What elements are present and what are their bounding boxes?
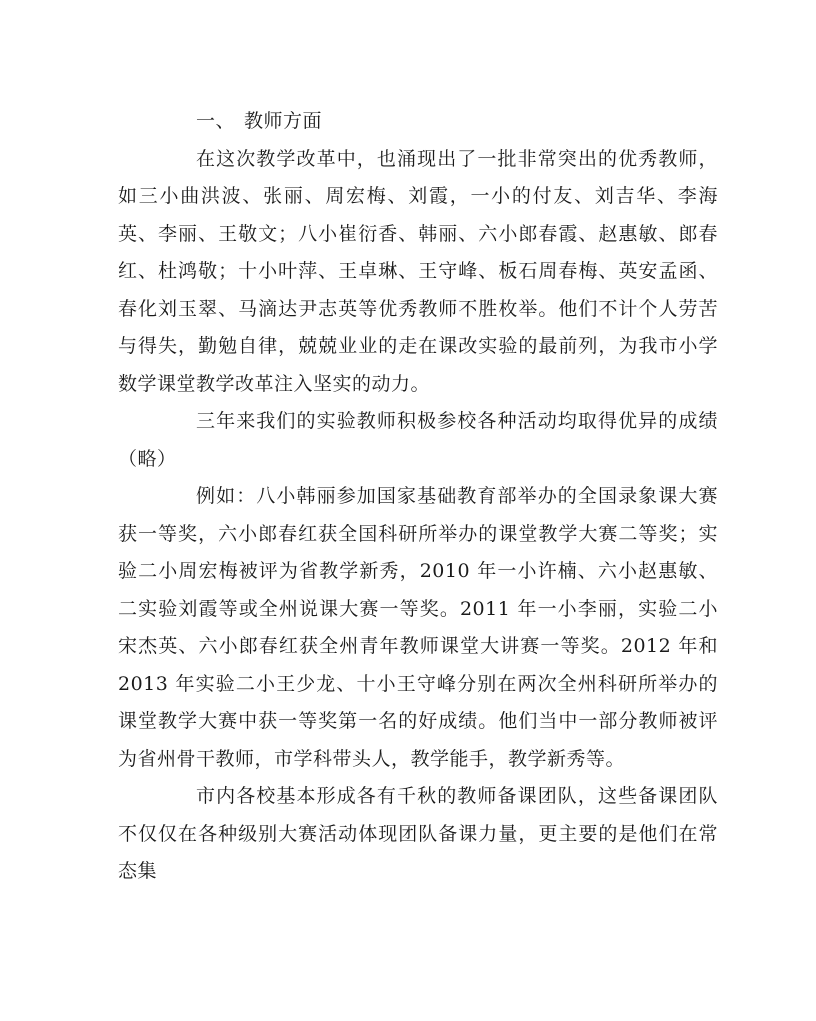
section-heading	[118, 103, 718, 141]
paragraph-4: 市内各校基本形成各有千秋的教师备课团队，这些备课团队不仅仅在各种级别大赛活动体现团队备课力量，更主要的是他们在常态集	[118, 785, 718, 882]
paragraph-3: 例如：八小韩丽参加国家基础教育部举办的全国录象课大赛获一等奖，六小郎春红获全国科研所举办的课堂教学大赛二等奖；实验二小周宏梅被评为省教学新秀，2010 年一小许楠、六小赵惠敏、二实验刘霞等或全州说课大赛一等奖。2011 年一小李丽，实验二小宋杰英、六小郎春红获全州青年教师课堂大讲赛一等奖。2012 年和 2013 年实验二小王少龙、十小王守峰分别在两次全州科研所举办的课堂教学大赛中获一等奖第一名的好成绩。他们当中一部分教师被评为省州骨干教师，市学科带头人，教学能手，教学新秀等。	[118, 485, 718, 770]
section-number: 一、	[196, 110, 236, 132]
section-title: 教师方面	[244, 110, 323, 132]
document-body	[118, 103, 718, 891]
paragraph-2: 三年来我们的实验教师积极参校各种活动均取得优异的成绩（略）	[118, 410, 718, 470]
paragraph-1: 在这次教学改革中，也涌现出了一批非常突出的优秀教师，如三小曲洪波、张丽、周宏梅、刘霞，一小的付友、刘吉华、李海英、李丽、王敬文；八小崔衍香、韩丽、六小郎春霞、赵惠敏、郎春红、杜鸿敬；十小叶萍、王卓琳、王守峰、板石周春梅、英安孟函、春化刘玉翠、马滴达尹志英等优秀教师不胜枚举。他们不计个人劳苦与得失，勤勉自律，兢兢业业的走在课改实验的最前列，为我市小学数学课堂教学改革注入坚实的动力。	[118, 147, 718, 395]
